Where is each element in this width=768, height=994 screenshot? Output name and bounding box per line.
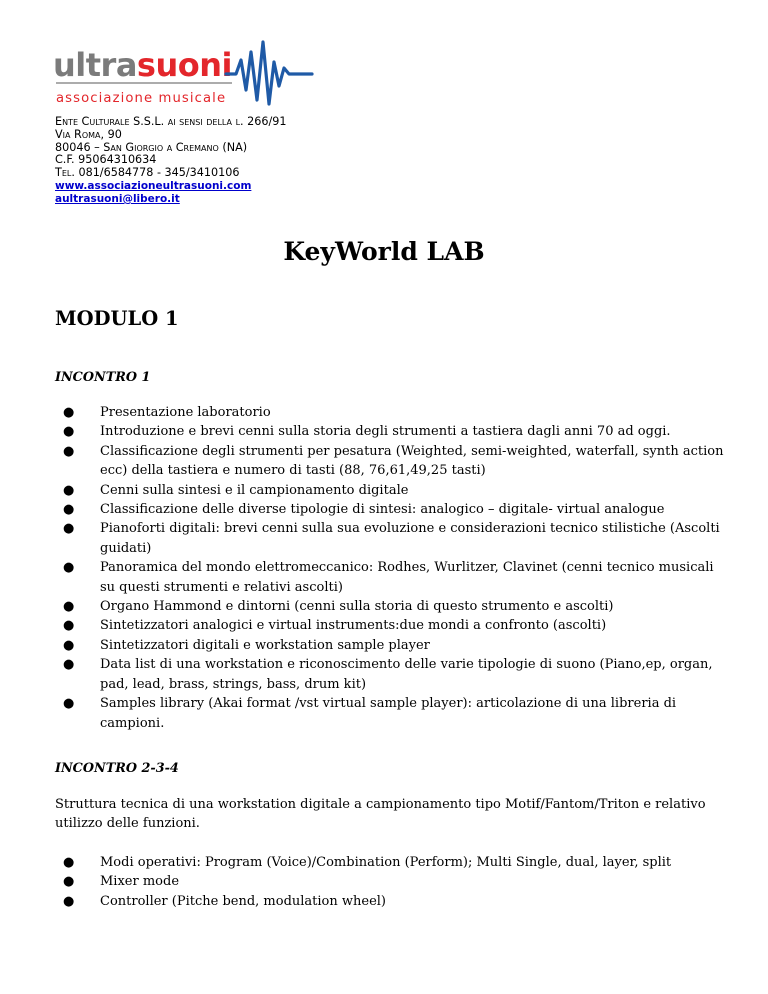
org-address: Via Roma, 90 bbox=[55, 127, 122, 141]
list-item: ● Samples library (Akai format /vst virtual sample player): articolazione di una libreria di campioni. bbox=[63, 696, 677, 731]
list-item: ● Modi operativi: Program (Voice)/Combination (Perform); Multi Single, dual, layer, split bbox=[55, 853, 725, 872]
bullet-icon: ● bbox=[63, 521, 75, 537]
list-item: ● Data list di una workstation e riconoscimento delle varie tipologie di suono (Piano,ep, organ, pad, lead, brass, strings, bass, drum kit) bbox=[63, 657, 713, 692]
list-item: ● Classificazione degli strumenti per pesatura (Weighted, semi-weighted, waterfall, synth action ecc) della tastiera e numero di tasti (88, 76,61,49,25 tasti) bbox=[63, 443, 724, 479]
email-link[interactable]: aultrasuoni@libero.it bbox=[55, 192, 180, 205]
list-item: ● Organo Hammond e dintorni (cenni sulla storia di questo strumento e ascolti) bbox=[55, 597, 725, 616]
svg-text:ultrasuoni bbox=[53, 46, 232, 84]
bullet-icon: ● bbox=[63, 424, 75, 440]
logo-word-suoni: suoni bbox=[136, 46, 232, 84]
list-item: ● Introduzione e brevi cenni sulla storia degli strumenti a tastiera dagli anni 70 ad oggi. bbox=[55, 422, 725, 441]
bullet-icon: ● bbox=[63, 482, 75, 498]
org-tax-code: C.F. 95064310634 bbox=[55, 153, 157, 167]
org-phone: Tel. 081/6584778 - 345/3410106 bbox=[55, 166, 240, 180]
session-2-heading: INCONTRO 2-3-4 bbox=[55, 761, 179, 776]
org-legal-line: Ente Culturale S.S.L. ai sensi della l. 266/91 bbox=[55, 115, 287, 128]
bullet-icon: ● bbox=[63, 874, 75, 890]
list-item: ● Cenni sulla sintesi e il campionamento digitale bbox=[55, 481, 725, 500]
list-item: ● Panoramica del mondo elettromeccanico: Rodhes, Wurlitzer, Clavinet (cenni tecnico musicali su questi strumenti e relativi ascolti) bbox=[63, 560, 714, 595]
bullet-icon: ● bbox=[63, 443, 75, 459]
bullet-icon: ● bbox=[63, 855, 75, 870]
session-1-heading: INCONTRO 1 bbox=[55, 370, 151, 385]
ultrasuoni-logo bbox=[50, 38, 320, 110]
bullet-icon: ● bbox=[63, 405, 75, 420]
list-item: ● Mixer mode bbox=[55, 872, 725, 891]
list-item: ● Sintetizzatori digitali e workstation sample player bbox=[55, 636, 725, 655]
logo-subtitle: associazione musicale bbox=[56, 91, 227, 106]
logo-word-ultra: ultra bbox=[53, 46, 137, 84]
org-city: 80046 – San Giorgio a Cremano (NA) bbox=[55, 140, 248, 154]
bullet-icon: ● bbox=[63, 560, 75, 576]
module-heading: MODULO 1 bbox=[55, 307, 179, 330]
session-2-list bbox=[55, 853, 725, 911]
document-title: KeyWorld LAB bbox=[283, 237, 485, 266]
list-item: ● Sintetizzatori analogici e virtual instruments:due mondi a confronto (ascolti) bbox=[55, 616, 725, 635]
organization-info bbox=[55, 116, 287, 206]
bullet-icon: ● bbox=[63, 657, 75, 673]
session-2-intro: Struttura tecnica di una workstation digitale a campionamento tipo Motif/Fantom/Triton e relativo utilizzo delle funzioni. bbox=[55, 797, 706, 832]
bullet-icon: ● bbox=[63, 599, 75, 615]
bullet-icon: ● bbox=[63, 696, 75, 712]
soundwave-icon bbox=[226, 42, 312, 104]
list-item: ● Classificazione delle diverse tipologie di sintesi: analogico – digitale- virtual analogue bbox=[55, 500, 725, 519]
bullet-icon: ● bbox=[63, 502, 75, 518]
list-item: ● Presentazione laboratorio bbox=[55, 403, 725, 422]
list-item: ● Pianoforti digitali: brevi cenni sulla sua evoluzione e considerazioni tecnico stilistiche (Ascolti guidati) bbox=[63, 521, 720, 556]
session-1-list bbox=[55, 403, 725, 733]
bullet-icon: ● bbox=[63, 893, 75, 909]
bullet-icon: ● bbox=[63, 618, 75, 634]
list-item: ● Controller (Pitche bend, modulation wheel) bbox=[55, 892, 725, 911]
bullet-icon: ● bbox=[63, 637, 75, 653]
website-link[interactable]: www.associazioneultrasuoni.com bbox=[55, 179, 252, 192]
